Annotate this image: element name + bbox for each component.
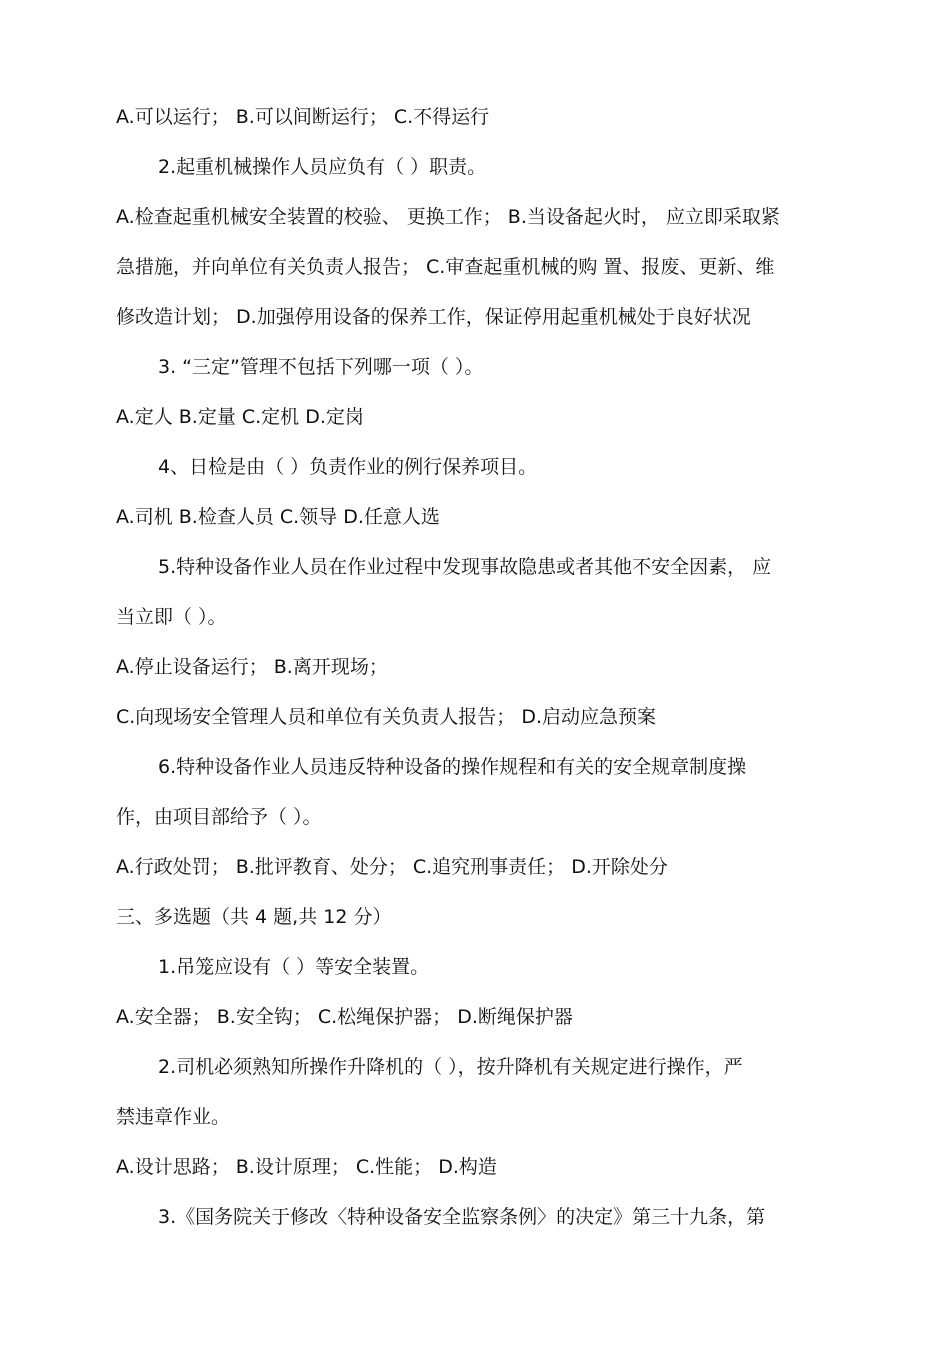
- q5-stem-line-1: 5.特种设备作业人员在作业过程中发现事故隐患或者其他不安全因素， 应: [158, 556, 772, 578]
- q5-stem-line-2: 当立即（ ）。: [116, 606, 227, 628]
- q2-stem: 2.起重机械操作人员应负有（ ）职责。: [158, 156, 487, 178]
- q5-options-line-2: C.向现场安全管理人员和单位有关负责人报告； D.启动应急预案: [116, 706, 657, 728]
- mq2-stem-line-1: 2.司机必须熟知所操作升降机的（ ），按升降机有关规定进行操作，严: [158, 1056, 743, 1078]
- section-heading-multiple-choice: 三、多选题（共 4 题,共 12 分）: [116, 906, 392, 928]
- q2-options-line-3: 修改造计划； D.加强停用设备的保养工作，保证停用起重机械处于良好状况: [116, 306, 751, 328]
- mq2-options: A.设计思路； B.设计原理； C.性能； D.构造: [116, 1156, 497, 1178]
- q2-options-line-2: 急措施，并向单位有关负责人报告； C.审查起重机械的购 置、报废、更新、维: [116, 256, 775, 278]
- q6-stem-line-1: 6.特种设备作业人员违反特种设备的操作规程和有关的安全规章制度操: [158, 756, 747, 778]
- q2-options-line-1: A.检查起重机械安全装置的校验、 更换工作； B.当设备起火时， 应立即采取紧: [116, 206, 780, 228]
- mq3-stem: 3.《国务院关于修改〈特种设备安全监察条例〉的决定》第三十九条，第: [158, 1206, 766, 1228]
- q6-options: A.行政处罚； B.批评教育、处分； C.追究刑事责任； D.开除处分: [116, 856, 668, 878]
- q4-options: A.司机 B.检查人员 C.领导 D.任意人选: [116, 506, 440, 528]
- q3-stem: 3. “三定”管理不包括下列哪一项（ ）。: [158, 356, 484, 378]
- q3-options: A.定人 B.定量 C.定机 D.定岗: [116, 406, 364, 428]
- mq1-stem: 1.吊笼应设有（ ）等安全装置。: [158, 956, 430, 978]
- mq2-stem-line-2: 禁违章作业。: [116, 1106, 231, 1128]
- mq1-options: A.安全器； B.安全钩； C.松绳保护器； D.断绳保护器: [116, 1006, 573, 1028]
- q5-options-line-1: A.停止设备运行； B.离开现场；: [116, 656, 388, 678]
- q6-stem-line-2: 作，由项目部给予（ ）。: [116, 806, 322, 828]
- q1-options: A.可以运行； B.可以间断运行； C.不得运行: [116, 106, 490, 128]
- q4-stem: 4、日检是由（ ）负责作业的例行保养项目。: [158, 456, 538, 478]
